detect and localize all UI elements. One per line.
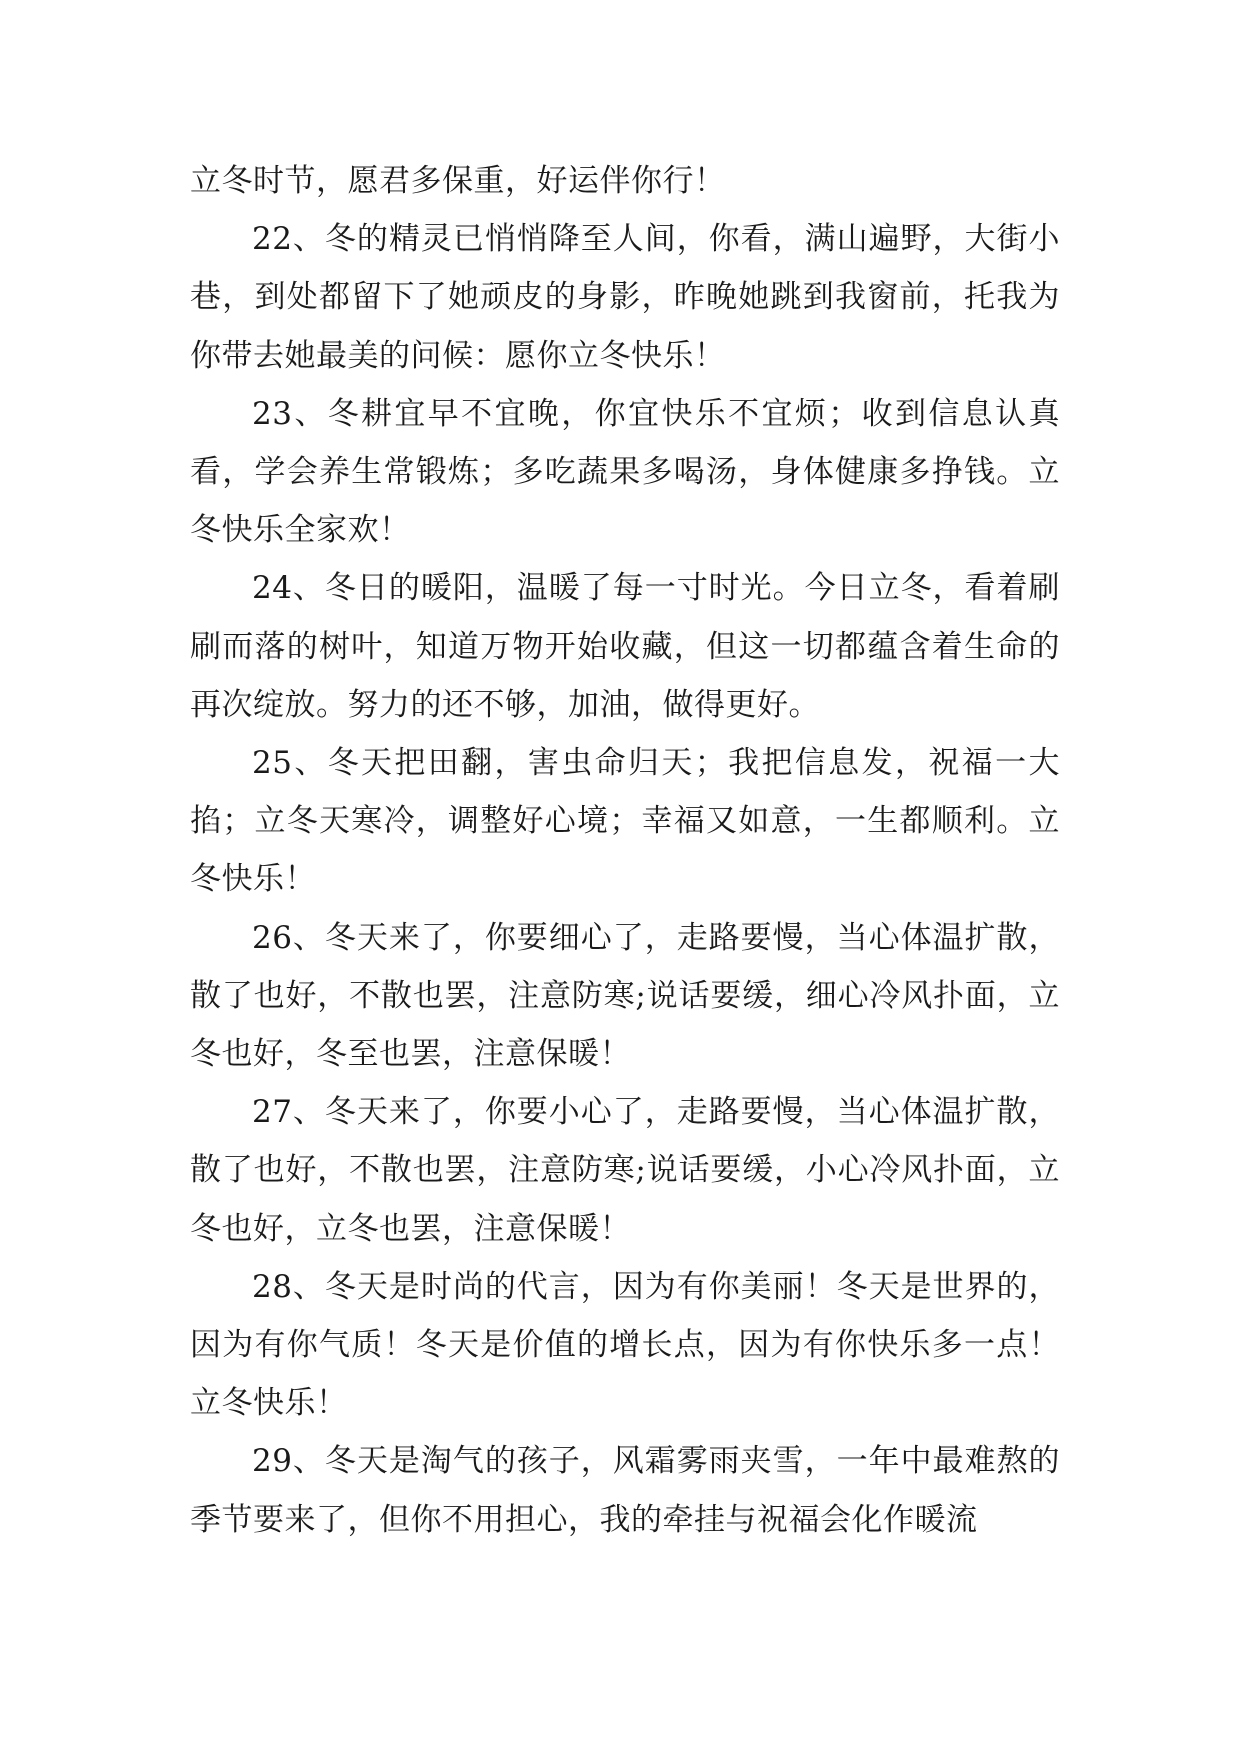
paragraph-28: 28、冬天是时尚的代言，因为有你美丽！冬天是世界的，因为有你气质！冬天是价值的增长点，因为有你快乐多一点！立冬快乐！ xyxy=(190,1268,1060,1422)
paragraph-26: 26、冬天来了，你要细心了，走路要慢，当心体温扩散，散了也好，不散也罢，注意防寒;说话要缓，细心冷风扑面，立冬也好，冬至也罢，注意保暖！ xyxy=(190,919,1060,1073)
paragraph-22: 22、冬的精灵已悄悄降至人间，你看，满山遍野，大街小巷，到处都留下了她顽皮的身影，昨晚她跳到我窗前，托我为你带去她最美的问候：愿你立冬快乐！ xyxy=(190,221,1060,374)
paragraph-27: 27、冬天来了，你要小心了，走路要慢，当心体温扩散，散了也好，不散也罢，注意防寒;说话要缓，小心冷风扑面，立冬也好，立冬也罢，注意保暖！ xyxy=(190,1094,1060,1247)
paragraph-24: 24、冬日的暖阳，温暖了每一寸时光。今日立冬，看着刷刷而落的树叶，知道万物开始收藏，但这一切都蕴含着生命的再次绽放。努力的还不够，加油，做得更好。 xyxy=(190,570,1060,723)
paragraph-29: 29、冬天是淘气的孩子，风霜雾雨夹雪，一年中最难熬的季节要来了，但你不用担心，我的牵挂与祝福会化作暖流 xyxy=(190,1443,1060,1538)
paragraph-25: 25、冬天把田翻，害虫命归天；我把信息发，祝福一大掐；立冬天寒冷，调整好心境；幸福又如意，一生都顺利。立冬快乐！ xyxy=(190,745,1060,898)
paragraph-1: 立冬时节，愿君多保重，好运伴你行！ xyxy=(190,163,726,199)
paragraph-23: 23、冬耕宜早不宜晚，你宜快乐不宜烦；收到信息认真看，学会养生常锻炼；多吃蔬果多喝汤，身体健康多挣钱。立冬快乐全家欢！ xyxy=(190,395,1060,549)
document-body xyxy=(190,152,1060,1549)
